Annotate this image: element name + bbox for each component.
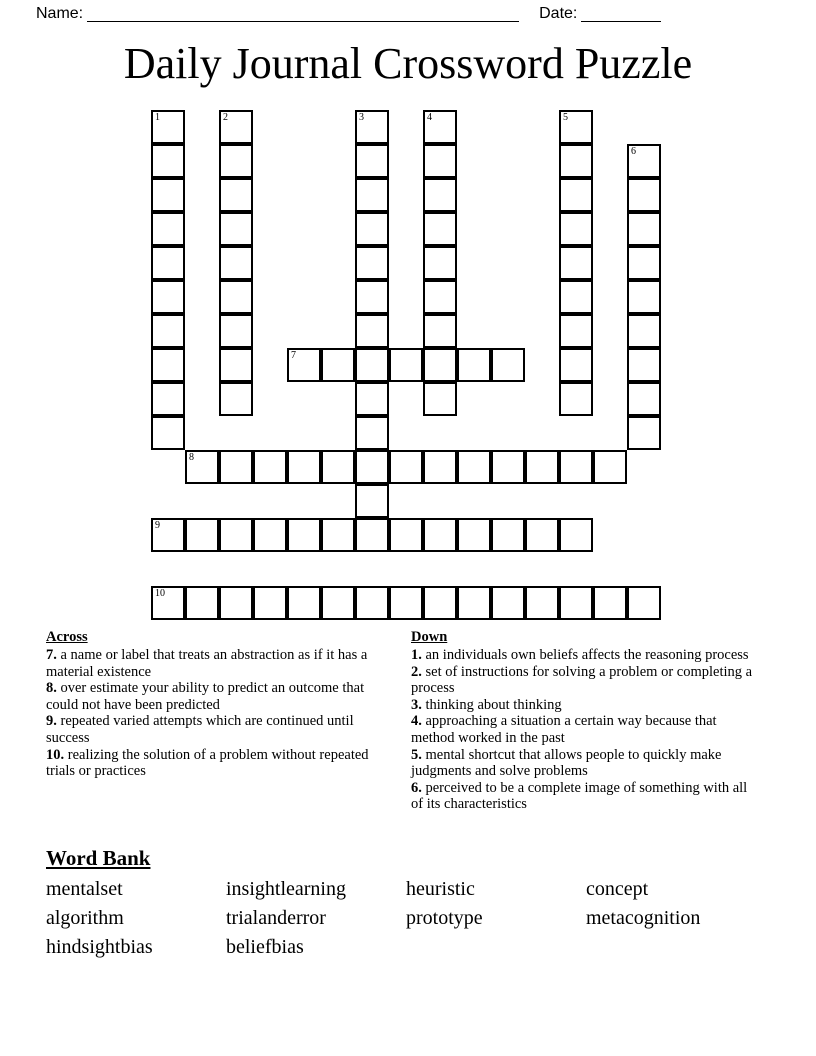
crossword-cell[interactable] — [253, 586, 287, 620]
crossword-cell[interactable] — [627, 178, 661, 212]
crossword-cell[interactable] — [525, 450, 559, 484]
word-bank-row — [46, 875, 776, 904]
crossword-cell[interactable] — [151, 314, 185, 348]
crossword-cell[interactable] — [253, 450, 287, 484]
word-bank-section — [46, 845, 776, 962]
crossword-cell[interactable] — [185, 586, 219, 620]
word-bank-word-hindsightbias[interactable]: hindsightbias — [46, 936, 153, 958]
crossword-cell[interactable] — [355, 110, 389, 144]
across-clue-10 — [46, 747, 391, 780]
word-bank-word-trialanderror[interactable]: trialanderror — [226, 907, 326, 929]
crossword-cell[interactable] — [627, 416, 661, 450]
crossword-cell[interactable] — [355, 586, 389, 620]
crossword-cell[interactable] — [355, 416, 389, 450]
crossword-cell[interactable] — [457, 348, 491, 382]
crossword-cell[interactable] — [355, 144, 389, 178]
crossword-cell-number: 4 — [427, 112, 432, 123]
crossword-cell[interactable] — [151, 178, 185, 212]
down-heading: Down — [411, 629, 448, 645]
down-clues-column — [411, 628, 756, 813]
clue-number: 5. — [411, 746, 426, 763]
crossword-cell[interactable] — [627, 348, 661, 382]
across-clue-7 — [46, 647, 391, 680]
word-bank-word-mentalset[interactable]: mentalset — [46, 878, 123, 900]
crossword-cell[interactable] — [627, 212, 661, 246]
word-bank-rows — [46, 875, 776, 962]
word-bank-word-insightlearning[interactable]: insightlearning — [226, 878, 346, 900]
word-bank-word-algorithm[interactable]: algorithm — [46, 907, 124, 929]
crossword-cell[interactable] — [151, 586, 185, 620]
crossword-cell[interactable] — [219, 144, 253, 178]
crossword-cell[interactable] — [457, 586, 491, 620]
crossword-cell[interactable] — [423, 348, 457, 382]
down-clue-list — [411, 647, 756, 813]
crossword-cell[interactable] — [559, 212, 593, 246]
crossword-cell[interactable] — [389, 348, 423, 382]
crossword-cell[interactable] — [185, 518, 219, 552]
crossword-cell[interactable] — [151, 144, 185, 178]
crossword-cell-number: 5 — [563, 112, 568, 123]
crossword-cell[interactable] — [355, 348, 389, 382]
crossword-cell[interactable] — [321, 348, 355, 382]
name-label: Name: — [36, 5, 84, 22]
crossword-cell[interactable] — [423, 178, 457, 212]
crossword-cell[interactable] — [593, 450, 627, 484]
crossword-cell[interactable] — [151, 246, 185, 280]
crossword-cell[interactable] — [593, 586, 627, 620]
down-clue-4 — [411, 713, 756, 746]
date-label: Date: — [539, 5, 578, 22]
crossword-cell[interactable] — [355, 518, 389, 552]
crossword-cell[interactable] — [253, 518, 287, 552]
crossword-cell[interactable] — [627, 382, 661, 416]
crossword-cell-number: 3 — [359, 112, 364, 123]
crossword-cell[interactable] — [423, 450, 457, 484]
clue-text: thinking about thinking — [425, 696, 562, 713]
clue-number: 7. — [46, 647, 61, 663]
clue-number: 1. — [411, 647, 426, 663]
crossword-cell[interactable] — [355, 212, 389, 246]
clue-text: perceived to be a complete image of something with all of its characteristics — [411, 779, 748, 813]
down-clue-1 — [411, 647, 756, 664]
clue-text: mental shortcut that allows people to quickly make judgments and solve problems — [411, 746, 722, 780]
crossword-cell[interactable] — [321, 518, 355, 552]
crossword-cell[interactable] — [423, 144, 457, 178]
name-write-line[interactable] — [87, 7, 519, 22]
down-clue-6 — [411, 780, 756, 813]
crossword-cell[interactable] — [219, 110, 253, 144]
across-heading: Across — [46, 629, 88, 645]
crossword-cell[interactable] — [457, 518, 491, 552]
word-bank-empty — [406, 933, 586, 962]
crossword-cell[interactable] — [321, 586, 355, 620]
across-clue-list — [46, 647, 391, 780]
crossword-cell[interactable] — [423, 382, 457, 416]
crossword-grid-container — [0, 105, 816, 625]
crossword-cell[interactable] — [219, 178, 253, 212]
crossword-cell[interactable] — [355, 314, 389, 348]
crossword-cell[interactable] — [355, 246, 389, 280]
crossword-cell[interactable] — [627, 586, 661, 620]
crossword-cell-number: 10 — [155, 588, 165, 599]
name-date-header — [0, 0, 816, 28]
clue-text: a name or label that treats an abstraction as if it has a material existence — [46, 647, 368, 680]
crossword-cell[interactable] — [423, 246, 457, 280]
crossword-cell[interactable] — [355, 484, 389, 518]
word-bank-heading: Word Bank — [46, 846, 151, 870]
crossword-cell[interactable] — [627, 246, 661, 280]
crossword-cell[interactable] — [627, 314, 661, 348]
crossword-cell[interactable] — [355, 382, 389, 416]
crossword-cell[interactable] — [559, 280, 593, 314]
word-bank-word-prototype[interactable]: prototype — [406, 907, 483, 929]
clue-number: 6. — [411, 779, 426, 796]
crossword-cell[interactable] — [559, 450, 593, 484]
crossword-cell[interactable] — [423, 212, 457, 246]
crossword-cell-number: 8 — [189, 452, 194, 463]
crossword-cell[interactable] — [219, 348, 253, 382]
clue-text: over estimate your ability to predict an outcome that could not have been predicted — [46, 680, 365, 713]
crossword-cell[interactable] — [151, 348, 185, 382]
crossword-cell[interactable] — [389, 450, 423, 484]
crossword-cell[interactable] — [151, 280, 185, 314]
crossword-cell[interactable] — [219, 450, 253, 484]
page-title: Daily Journal Crossword Puzzle — [123, 39, 693, 88]
clues-section — [0, 628, 816, 828]
crossword-cell[interactable] — [423, 586, 457, 620]
clue-text: realizing the solution of a problem without repeated trials or practices — [46, 746, 369, 780]
crossword-cell[interactable] — [627, 280, 661, 314]
crossword-cell[interactable] — [491, 450, 525, 484]
date-write-line[interactable] — [581, 7, 661, 22]
crossword-cell[interactable] — [151, 416, 185, 450]
clue-number: 2. — [411, 663, 426, 680]
crossword-cell[interactable] — [491, 348, 525, 382]
clue-text: approaching a situation a certain way because that method worked in the past — [411, 713, 717, 746]
crossword-cell[interactable] — [219, 212, 253, 246]
crossword-cell[interactable] — [559, 110, 593, 144]
crossword-cell[interactable] — [559, 246, 593, 280]
crossword-cell[interactable] — [423, 110, 457, 144]
crossword-cell[interactable] — [287, 586, 321, 620]
crossword-cell[interactable] — [559, 586, 593, 620]
across-clue-9 — [46, 713, 391, 746]
crossword-cell[interactable] — [559, 314, 593, 348]
crossword-cell[interactable] — [321, 450, 355, 484]
crossword-cell[interactable] — [185, 450, 219, 484]
crossword-cell[interactable] — [151, 212, 185, 246]
crossword-cell[interactable] — [355, 178, 389, 212]
crossword-cell-number: 6 — [631, 146, 636, 157]
crossword-cell[interactable] — [287, 518, 321, 552]
word-bank-word-concept[interactable]: concept — [586, 878, 649, 900]
crossword-cell[interactable] — [423, 280, 457, 314]
crossword-cell[interactable] — [423, 518, 457, 552]
word-bank-word-beliefbias[interactable]: beliefbias — [226, 936, 304, 958]
crossword-cell[interactable] — [219, 314, 253, 348]
crossword-cell[interactable] — [559, 518, 593, 552]
word-bank-row — [46, 904, 776, 933]
across-clue-8 — [46, 680, 391, 713]
clue-number: 10. — [46, 746, 68, 763]
word-bank-row — [46, 933, 776, 962]
crossword-cell[interactable] — [389, 586, 423, 620]
crossword-cell[interactable] — [219, 382, 253, 416]
down-clue-5 — [411, 747, 756, 780]
crossword-cell[interactable] — [219, 246, 253, 280]
crossword-cell[interactable] — [457, 450, 491, 484]
clue-number: 9. — [46, 713, 61, 730]
clue-text: set of instructions for solving a problem or completing a process — [411, 663, 753, 697]
crossword-cell[interactable] — [559, 178, 593, 212]
word-bank-empty — [586, 933, 766, 962]
crossword-cell[interactable] — [355, 280, 389, 314]
crossword-cell[interactable] — [389, 518, 423, 552]
crossword-cell[interactable] — [355, 450, 389, 484]
crossword-cell[interactable] — [219, 518, 253, 552]
crossword-cell-number: 9 — [155, 520, 160, 531]
crossword-cell[interactable] — [491, 518, 525, 552]
across-clues-column — [46, 628, 391, 780]
crossword-cell[interactable] — [627, 144, 661, 178]
clue-number: 4. — [411, 713, 426, 730]
crossword-cell[interactable] — [151, 518, 185, 552]
clue-text: repeated varied attempts which are continued until success — [46, 713, 354, 746]
clue-number: 3. — [411, 696, 426, 713]
crossword-cell-number: 2 — [223, 112, 228, 123]
crossword-cell[interactable] — [491, 586, 525, 620]
crossword-cell[interactable] — [525, 518, 559, 552]
crossword-cell-number: 1 — [155, 112, 160, 123]
crossword-cell[interactable] — [287, 450, 321, 484]
crossword-cell[interactable] — [423, 314, 457, 348]
crossword-cell[interactable] — [559, 144, 593, 178]
crossword-cell-number: 7 — [291, 350, 296, 361]
crossword-cell[interactable] — [219, 280, 253, 314]
crossword-cell[interactable] — [559, 382, 593, 416]
crossword-cell[interactable] — [151, 110, 185, 144]
crossword-cell[interactable] — [151, 382, 185, 416]
clue-number: 8. — [46, 680, 61, 697]
down-clue-3 — [411, 697, 756, 714]
down-clue-2 — [411, 664, 756, 697]
clue-text: an individuals own beliefs affects the reasoning process — [425, 647, 749, 663]
word-bank-word-metacognition[interactable]: metacognition — [586, 907, 701, 929]
crossword-cell[interactable] — [219, 586, 253, 620]
crossword-cell[interactable] — [287, 348, 321, 382]
crossword-cell[interactable] — [525, 586, 559, 620]
crossword-cell[interactable] — [559, 348, 593, 382]
word-bank-word-heuristic[interactable]: heuristic — [406, 878, 475, 900]
